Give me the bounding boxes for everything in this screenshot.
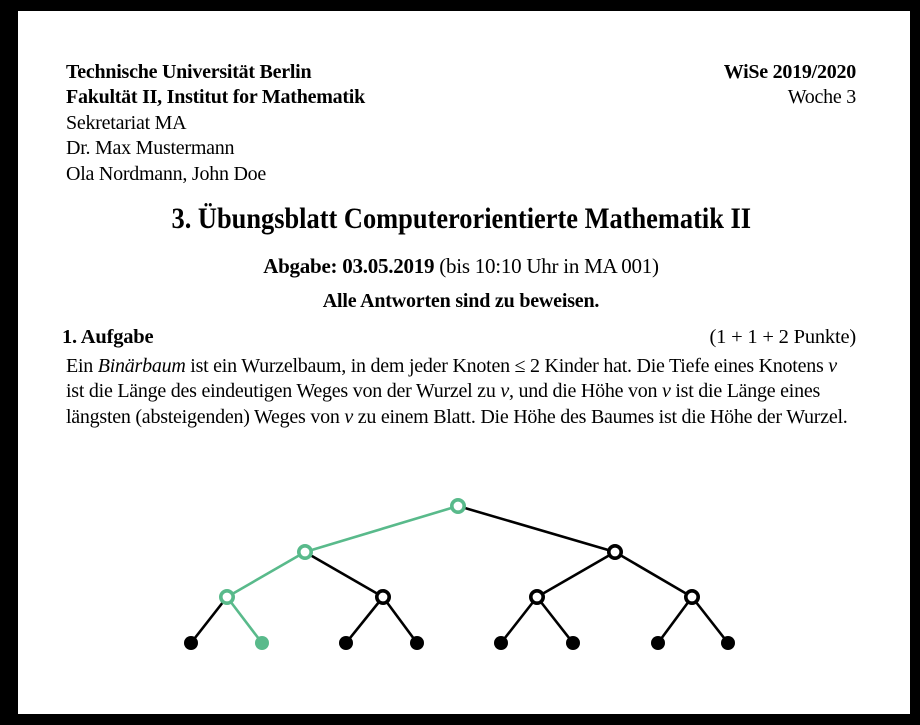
deadline-detail: (bis 10:10 Uhr in MA 001) [434,254,659,278]
text-run: ist die Länge eines längsten (absteigenden) Weges von [66,380,821,428]
header-line: Fakultät II, Institut for Mathematik [66,86,365,109]
deadline-line [66,253,856,279]
header-line: Sekretariat MA [66,111,187,134]
tree-edge [501,597,537,643]
document-page [18,11,910,714]
header-line: Dr. Max Mustermann [66,137,235,160]
tree-node-leaf [651,636,665,650]
text-run: Ein [66,355,98,377]
tree-edge [383,597,417,643]
emphasized-term: v [344,405,353,428]
sheet-title [66,204,856,234]
tree-node-leaf [566,636,580,650]
emphasized-term: v [500,380,509,403]
tree-edge [227,597,262,643]
tree-node-leaf [721,636,735,650]
tree-edge [537,597,573,643]
header-line: Ola Nordmann, John Doe [66,162,267,185]
tree-node-leaf [494,636,508,650]
proof-note: Alle Antworten sind zu beweisen. [322,290,600,312]
tree-node-internal [221,591,233,603]
tree-edge [692,597,728,643]
text-run: zu einem Blatt. Die Höhe des Baumes ist die Höhe der Wurzel. [352,405,848,428]
deadline-date: Abgabe: 03.05.2019 [263,254,435,278]
tree-node-internal [452,500,464,512]
tree-edge [227,552,305,597]
tree-edge [346,597,383,643]
tree-edge [658,597,692,643]
tree-node-leaf [255,636,269,650]
tree-edge [305,552,383,597]
text-run: , und die Höhe von [508,380,662,403]
binary-tree-figure [18,480,910,680]
tree-node-leaf [339,636,353,650]
semester-info-block [724,60,856,111]
exercise-paragraph [66,354,858,430]
exercise-heading: 1. Aufgabe [62,326,154,348]
tree-node-internal [609,546,621,558]
sender-address-block [66,60,365,187]
tree-edge [305,506,458,552]
emphasized-term: v [828,355,837,377]
tree-node-internal [686,591,698,603]
tree-edge [458,506,615,552]
tree-edge [537,552,615,597]
exercise-header-row [62,324,856,350]
text-run: ist die Länge des eindeutigen Weges von der Wurzel zu [66,380,501,403]
exercise-points: (1 + 1 + 2 Punkte) [709,326,856,348]
tree-node-leaf [410,636,424,650]
tree-node-internal [377,591,389,603]
sheet-title-text: 3. Übungsblatt Computerorientierte Mathematik II [171,202,751,235]
emphasized-term: v [661,380,671,403]
tree-edge [191,597,227,643]
header-line: Woche 3 [787,86,856,109]
text-run: ist ein Wurzelbaum, in dem jeder Knoten ≤ 2 Kinder hat. Die Tiefe eines Knotens [185,355,829,377]
header-line: WiSe 2019/2020 [723,61,856,83]
tree-node-internal [299,546,311,558]
header-line: Technische Universität Berlin [66,61,312,83]
emphasized-term: Binärbaum [97,355,186,377]
tree-edge [615,552,692,597]
tree-node-leaf [184,636,198,650]
tree-node-internal [531,591,543,603]
